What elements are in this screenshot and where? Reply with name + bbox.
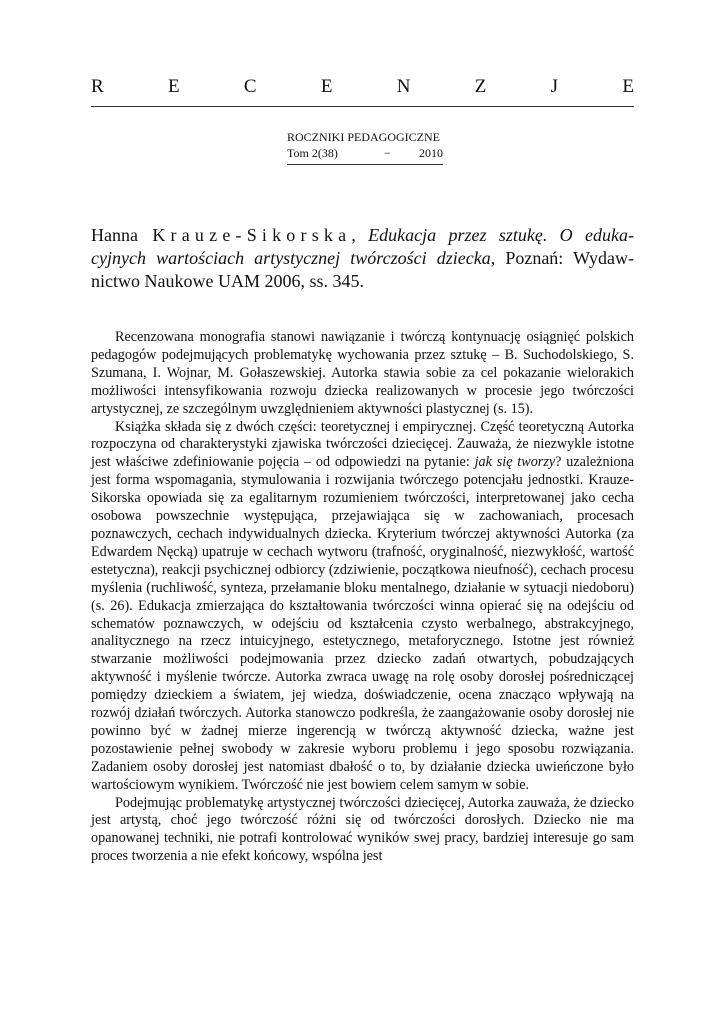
heading-letter: R — [91, 76, 104, 97]
paragraph-1: Recenzowana monografia stanowi nawiązanie i twórczą kontynuację osiągnięć polskich pedagogów podejmujących problematykę wychowania przez sztukę – B. Suchodolskiego, S. Szumana, I. Wojnar, M. Gołaszewskiej. Autorka stawia sobie za cel pokazanie wielorakich możliwości intensyfikowania rozwoju dziecka realizowanych w procesie jego twórczości artystycznej, ze szczególnym uwzględnieniem aktywności plastycznej (s. 15). — [91, 329, 634, 417]
author-last-name: Krauze-Sikorska — [152, 225, 352, 245]
heading-letter: E — [320, 76, 333, 97]
citation-separator: , — [351, 225, 369, 245]
journal-info — [287, 129, 443, 165]
heading-letter: E — [167, 76, 180, 97]
book-citation — [91, 224, 634, 293]
book-title: Edukacja przez sztukę. O edukacyjnych wartościach artystycznej twórczości dziecka — [91, 225, 635, 268]
paragraph-2 — [91, 419, 634, 795]
author-first-name: Hanna — [91, 225, 138, 245]
heading-letter: E — [622, 76, 634, 97]
journal-year: 2010 — [418, 146, 443, 160]
heading-letter: C — [243, 76, 257, 97]
paragraph-2-start: Książka składa się z dwóch części: teoretycznej i empirycznej. Część teoretyczną Autorka rozpoczyna od charakterystyki zjawiska twórczości dziecięcej. Zauważa, że niezwykle istotne jest właściwe zdefiniowanie pojęcia – od odpowiedzi na pytanie: — [91, 418, 634, 471]
paragraph-3: Podejmując problematykę artystycznej twórczości dziecięcej, Autorka zauważa, że dziecko jest artystą, choć jego twórczość różni się od twórczości dorosłych. Dziecko nie ma opanowanej techniki, nie potrafi kontrolować wyników swej pracy, bardziej interesuje go sam proces tworzenia a nie efekt końcowy, wspólna jest — [91, 794, 634, 865]
journal-name: ROCZNIKI PEDAGOGICZNE — [287, 130, 440, 144]
paragraph-2-rest: ? uzależniona jest forma wspomagania, stymulowania i rozwijania twórczego potencjału jednostki. Krauze-Sikorska opowiada się za egalitarnym rozumieniem twórczości, interpretowanej jako cecha osobowa powszechnie występująca, przejawiająca się w zachowaniach, procesach poznawczych, cechach indywidualnych dziecka. Kryterium twórczej aktywności Autorka (za Edwardem Nęcką) upatruje w cechach wytworu (trafność, oryginalność, niezwykłość, wartość estetyczna), reakcji psychicznej odbiorcy (zdziwienie, początkowa nieufność), cechach procesu myślenia (ruchliwość, synteza, przełamanie bloku mentalnego, działanie w sytuacji niedoboru) (s. 26). Edukacja zmierzająca do kształtowania twórczości winna opierać się na odejściu od schematów poznawczych, w odejściu od kształcenia czysto werbalnego, abstrakcyjnego, analitycznego na rzecz intuicyjnego, estetycznego, metaforycznego. Istotne jest również stwarzanie możliwości podejmowania przez dziecko zadań otwartych, pobudzających aktywność i myślenie twórcze. Autorka zwraca uwagę na rolę osoby dorosłej pośredniczącej pomiędzy dzieckiem a światem, jej wiedza, doświadczenie, ocena znacząco wpływają na rozwój działań twórczych. Autorka stanowczo podkreśla, że zaangażowanie osoby dorosłej nie powinno być w żadnej mierze ingerencją w twórczą aktywność dziecka, ważne jest pozostawienie pełnej swobody w zakresie wyboru problemu i jego sposobu rozwiązania. Zadaniem osoby dorosłej jest natomiast dbałość o to, by działanie dziecka uwieńczone było wartościowym wynikiem. Twórczość nie jest bowiem celem samym w sobie. — [91, 454, 634, 793]
heading-letter: Z — [474, 76, 487, 97]
header-divider — [91, 106, 634, 107]
review-body — [91, 329, 634, 866]
journal-volume-line — [287, 145, 443, 165]
book-publication: , Poznań: Wydawnictwo Naukowe UAM 2006, ss. 345. — [91, 248, 634, 291]
heading-letter: N — [396, 76, 411, 97]
journal-dash: − — [384, 146, 391, 160]
heading-letter: J — [550, 76, 559, 97]
paragraph-2-italic: jak się tworzy — [474, 454, 556, 471]
section-heading — [91, 76, 634, 98]
journal-volume: Tom 2(38) — [287, 146, 338, 160]
